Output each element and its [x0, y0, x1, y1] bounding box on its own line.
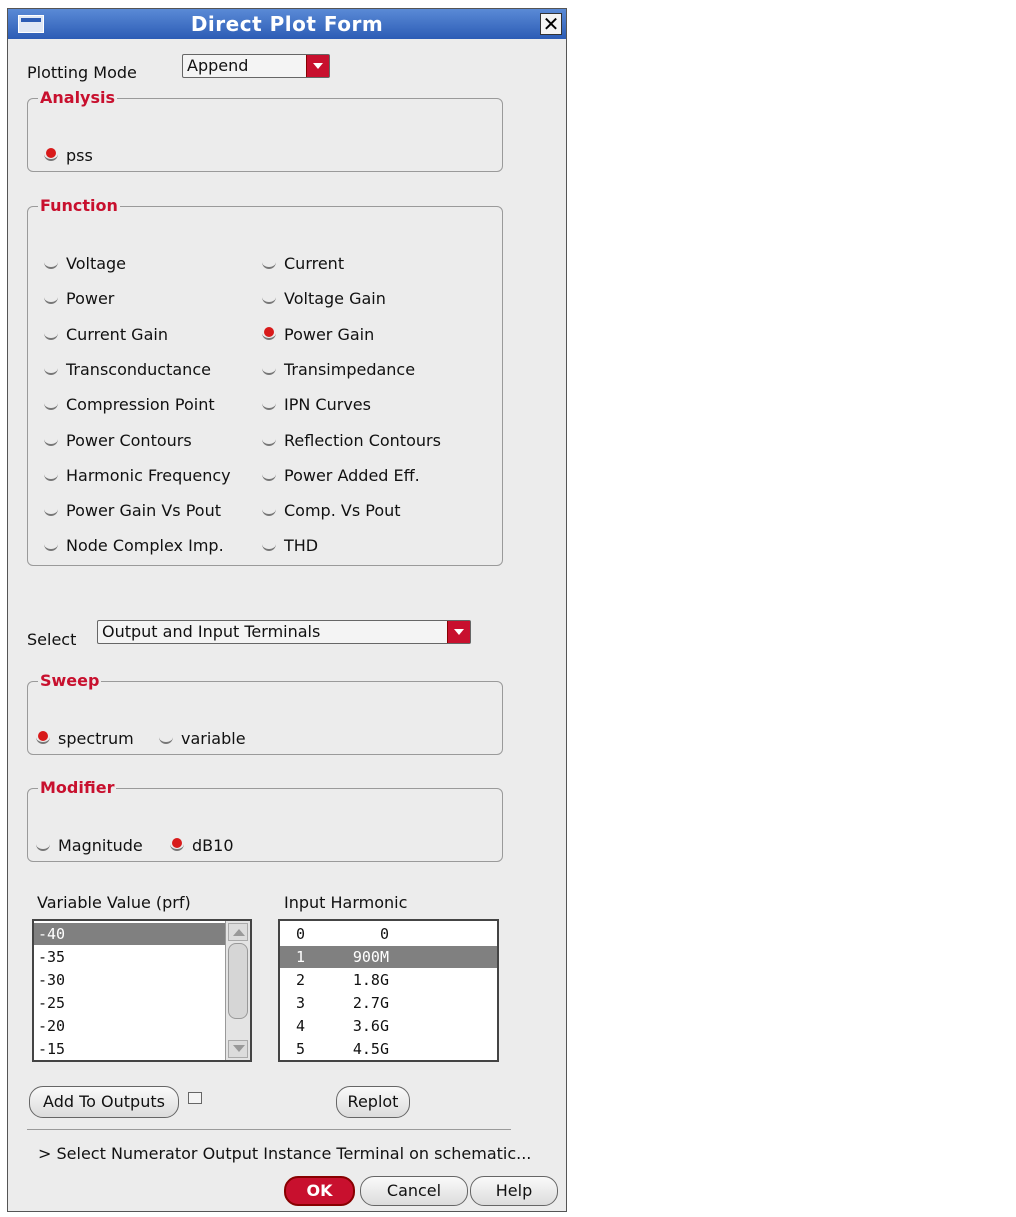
table-row[interactable] [280, 923, 497, 945]
list-item[interactable]: -35 [38, 948, 66, 966]
sweep-group [27, 671, 503, 755]
function-option-8[interactable]: Node Complex Imp. [66, 536, 224, 556]
divider [27, 1129, 511, 1130]
radio-icon[interactable] [44, 328, 58, 342]
harmonic-index: 4 [296, 1017, 306, 1035]
table-row[interactable] [280, 969, 497, 991]
harmonic-frequency: 0 [379, 925, 389, 943]
function-option-6[interactable]: Harmonic Frequency [66, 465, 231, 485]
radio-icon[interactable] [262, 398, 276, 412]
function-option-r7[interactable]: Comp. Vs Pout [284, 501, 401, 521]
chevron-down-icon [306, 55, 329, 77]
function-option-4[interactable]: Compression Point [66, 395, 215, 415]
title-bar[interactable] [8, 9, 566, 39]
add-to-outputs-button[interactable]: Add To Outputs [29, 1086, 179, 1118]
cancel-button[interactable]: Cancel [360, 1176, 468, 1206]
function-option-r5[interactable]: Reflection Contours [284, 430, 441, 450]
sweep-group-title: Sweep [40, 671, 100, 690]
select-value: Output and Input Terminals [102, 622, 321, 641]
function-option-r6[interactable]: Power Added Eff. [284, 465, 420, 485]
function-option-r1[interactable]: Voltage Gain [284, 289, 386, 309]
close-button[interactable]: ✕ [540, 13, 562, 35]
radio-icon[interactable] [36, 732, 50, 746]
radio-icon[interactable] [262, 292, 276, 306]
modifier-group [27, 778, 503, 862]
harmonic-index: 0 [296, 925, 306, 943]
function-option-r3[interactable]: Transimpedance [284, 359, 416, 379]
function-group-title: Function [40, 196, 118, 215]
status-prompt: > Select Numerator Output Instance Terminal on schematic... [38, 1144, 532, 1163]
radio-icon[interactable] [44, 469, 58, 483]
radio-icon[interactable] [262, 539, 276, 553]
radio-icon[interactable] [44, 539, 58, 553]
analysis-group-title: Analysis [40, 88, 116, 107]
harmonic-frequency: 3.6G [352, 1017, 389, 1035]
radio-icon[interactable] [262, 328, 276, 342]
function-option-0[interactable]: Voltage [66, 254, 127, 273]
list-item[interactable]: -25 [38, 994, 66, 1012]
radio-icon[interactable] [159, 732, 173, 746]
plotting-mode-label: Plotting Mode [27, 63, 137, 82]
list-item[interactable]: -40 [34, 923, 230, 945]
function-group [27, 196, 503, 566]
ok-button[interactable]: OK [284, 1176, 355, 1206]
radio-icon[interactable] [44, 257, 58, 271]
function-option-r8[interactable]: THD [284, 536, 319, 556]
function-option-r0[interactable]: Current [284, 254, 345, 273]
sweep-option-variable[interactable]: variable [181, 729, 246, 748]
radio-icon[interactable] [262, 363, 276, 377]
harmonic-frequency: 4.5G [352, 1040, 389, 1058]
function-option-3[interactable]: Transconductance [66, 359, 211, 379]
scroll-thumb[interactable] [228, 943, 248, 1019]
radio-icon[interactable] [262, 257, 276, 271]
window-title: Direct Plot Form [190, 12, 384, 36]
radio-icon[interactable] [44, 398, 58, 412]
function-option-r4[interactable]: IPN Curves [284, 395, 371, 415]
radio-icon[interactable] [44, 363, 58, 377]
chevron-down-icon [447, 621, 470, 643]
direct-plot-form-window [7, 8, 567, 1212]
harmonic-frequency: 900M [352, 948, 389, 966]
scrollbar[interactable] [225, 921, 250, 1060]
function-option-5[interactable]: Power Contours [66, 430, 192, 450]
plotting-mode-value: Append [187, 56, 249, 75]
analysis-option-pss[interactable]: pss [66, 146, 93, 165]
plotting-mode-dropdown[interactable] [182, 54, 330, 78]
table-row[interactable] [280, 992, 497, 1014]
harmonic-index: 5 [296, 1040, 306, 1058]
modifier-option-db10[interactable]: dB10 [192, 836, 234, 855]
radio-icon[interactable] [44, 292, 58, 306]
radio-icon[interactable] [262, 469, 276, 483]
table-row[interactable] [280, 1015, 497, 1037]
modifier-group-title: Modifier [40, 778, 115, 797]
list-item[interactable]: -30 [38, 971, 66, 989]
function-option-7[interactable]: Power Gain Vs Pout [66, 501, 221, 521]
function-option-2[interactable]: Current Gain [66, 324, 168, 344]
harmonic-index: 1 [296, 948, 306, 966]
radio-icon[interactable] [262, 434, 276, 448]
variable-value-list[interactable] [32, 919, 252, 1062]
scroll-down-icon[interactable] [228, 1040, 248, 1058]
add-to-outputs-checkbox[interactable] [188, 1092, 202, 1104]
replot-button[interactable]: Replot [336, 1086, 410, 1118]
radio-icon[interactable] [44, 434, 58, 448]
modifier-option-magnitude[interactable]: Magnitude [58, 836, 143, 855]
list-item[interactable]: -15 [38, 1040, 66, 1058]
radio-icon[interactable] [44, 504, 58, 518]
select-label: Select [27, 630, 77, 649]
radio-icon[interactable] [170, 839, 184, 853]
function-option-1[interactable]: Power [66, 289, 115, 309]
table-row[interactable] [280, 946, 497, 968]
select-dropdown[interactable] [97, 620, 471, 644]
function-option-r2[interactable]: Power Gain [284, 324, 375, 344]
analysis-group [27, 88, 503, 172]
harmonic-frequency: 2.7G [352, 994, 389, 1012]
harmonic-index: 3 [296, 994, 306, 1012]
list-item[interactable]: -20 [38, 1017, 66, 1035]
radio-icon[interactable] [262, 504, 276, 518]
input-harmonic-label: Input Harmonic [284, 893, 408, 912]
sweep-option-spectrum[interactable]: spectrum [58, 729, 134, 748]
scroll-up-icon[interactable] [228, 923, 248, 941]
variable-value-label: Variable Value (prf) [37, 893, 191, 912]
radio-icon[interactable] [36, 839, 50, 853]
harmonic-index: 2 [296, 971, 306, 989]
harmonic-frequency: 1.8G [352, 971, 389, 989]
radio-icon[interactable] [44, 149, 58, 163]
help-button[interactable]: Help [470, 1176, 558, 1206]
input-harmonic-list[interactable] [278, 919, 499, 1062]
table-row[interactable] [280, 1038, 497, 1060]
